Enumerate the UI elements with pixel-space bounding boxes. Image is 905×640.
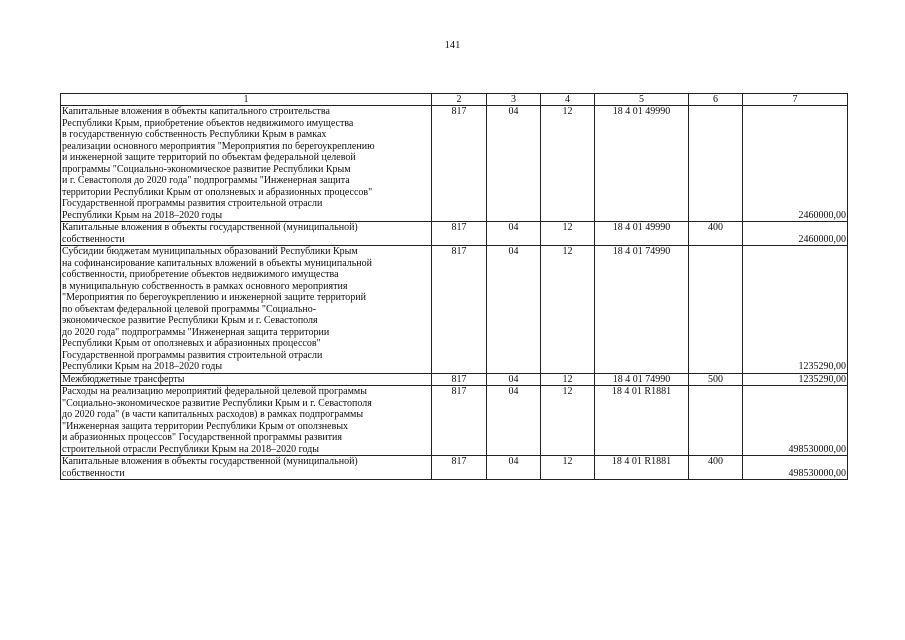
row-expense-type <box>689 386 743 456</box>
row-amount: 2460000,00 <box>743 106 848 222</box>
row-expense-type: 400 <box>689 222 743 246</box>
row-ministry-code: 817 <box>432 456 487 480</box>
header-row <box>61 94 848 106</box>
row-amount: 498530000,00 <box>743 386 848 456</box>
row-name: Межбюджетные трансферты <box>61 373 432 386</box>
row-subsection: 12 <box>541 222 595 246</box>
table-row <box>61 373 848 386</box>
col-header-1: 1 <box>61 94 432 106</box>
table-row <box>61 106 848 222</box>
row-amount: 2460000,00 <box>743 222 848 246</box>
row-ministry-code: 817 <box>432 222 487 246</box>
row-target-code: 18 4 01 49990 <box>595 222 689 246</box>
col-header-4: 4 <box>541 94 595 106</box>
col-header-3: 3 <box>487 94 541 106</box>
row-ministry-code: 817 <box>432 373 487 386</box>
row-ministry-code: 817 <box>432 386 487 456</box>
row-target-code: 18 4 01 74990 <box>595 246 689 374</box>
row-subsection: 12 <box>541 106 595 222</box>
row-section: 04 <box>487 386 541 456</box>
row-section: 04 <box>487 373 541 386</box>
table-row <box>61 386 848 456</box>
budget-table <box>60 93 848 480</box>
col-header-5: 5 <box>595 94 689 106</box>
row-name: Расходы на реализацию мероприятий федеральной целевой программы "Социально-экономическое развитие Республики Крым и г. Севастополя до 2020 года" (в части капитальных расходов) в рамках подпрограммы "Инженерная защита территории Республики Крым от оползневых и абразионных процессов" Государственной программы развития строительной отрасли Республики Крым на 2018–2020 годы <box>61 386 432 456</box>
row-expense-type <box>689 246 743 374</box>
row-target-code: 18 4 01 R1881 <box>595 386 689 456</box>
table-row <box>61 456 848 480</box>
row-ministry-code: 817 <box>432 246 487 374</box>
row-name: Капитальные вложения в объекты государственной (муниципальной) собственности <box>61 456 432 480</box>
row-subsection: 12 <box>541 373 595 386</box>
row-amount: 1235290,00 <box>743 373 848 386</box>
row-subsection: 12 <box>541 386 595 456</box>
row-amount: 498530000,00 <box>743 456 848 480</box>
row-subsection: 12 <box>541 456 595 480</box>
row-subsection: 12 <box>541 246 595 374</box>
table-row <box>61 246 848 374</box>
col-header-2: 2 <box>432 94 487 106</box>
row-expense-type <box>689 106 743 222</box>
row-name: Капитальные вложения в объекты капитального строительства Республики Крым, приобретение объектов недвижимого имущества в государственную собственность Республики Крым в рамках реализации основного мероприятия "Мероприятия по берегоукреплению и инженерной защите территорий по объектам федеральной целевой программы "Социально-экономическое развитие Республики Крым и г. Севастополя до 2020 года" подпрограммы "Инженерная защита территории Республики Крым от оползневых и абразионных процессов" Государственной программы развития строительной отрасли Республики Крым на 2018–2020 годы <box>61 106 432 222</box>
row-section: 04 <box>487 222 541 246</box>
row-name: Капитальные вложения в объекты государственной (муниципальной) собственности <box>61 222 432 246</box>
row-target-code: 18 4 01 R1881 <box>595 456 689 480</box>
row-section: 04 <box>487 246 541 374</box>
row-name: Субсидии бюджетам муниципальных образований Республики Крым на софинансирование капитальных вложений в объекты муниципальной собственности, приобретение объектов недвижимого имущества в муниципальную собственность в рамках основного мероприятия "Мероприятия по берегоукреплению и инженерной защите территорий по объектам федеральной целевой программы "Социально- экономическое развитие Республики Крым и г. Севастополя до 2020 года" подпрограммы "Инженерная защита территории Республики Крым от оползневых и абразионных процессов" Государственной программы развития строительной отрасли Республики Крым на 2018–2020 годы <box>61 246 432 374</box>
row-target-code: 18 4 01 74990 <box>595 373 689 386</box>
col-header-6: 6 <box>689 94 743 106</box>
row-ministry-code: 817 <box>432 106 487 222</box>
row-target-code: 18 4 01 49990 <box>595 106 689 222</box>
row-amount: 1235290,00 <box>743 246 848 374</box>
row-expense-type: 400 <box>689 456 743 480</box>
row-section: 04 <box>487 106 541 222</box>
row-section: 04 <box>487 456 541 480</box>
page-number: 141 <box>444 40 461 51</box>
col-header-7: 7 <box>743 94 848 106</box>
table-row <box>61 222 848 246</box>
row-expense-type: 500 <box>689 373 743 386</box>
